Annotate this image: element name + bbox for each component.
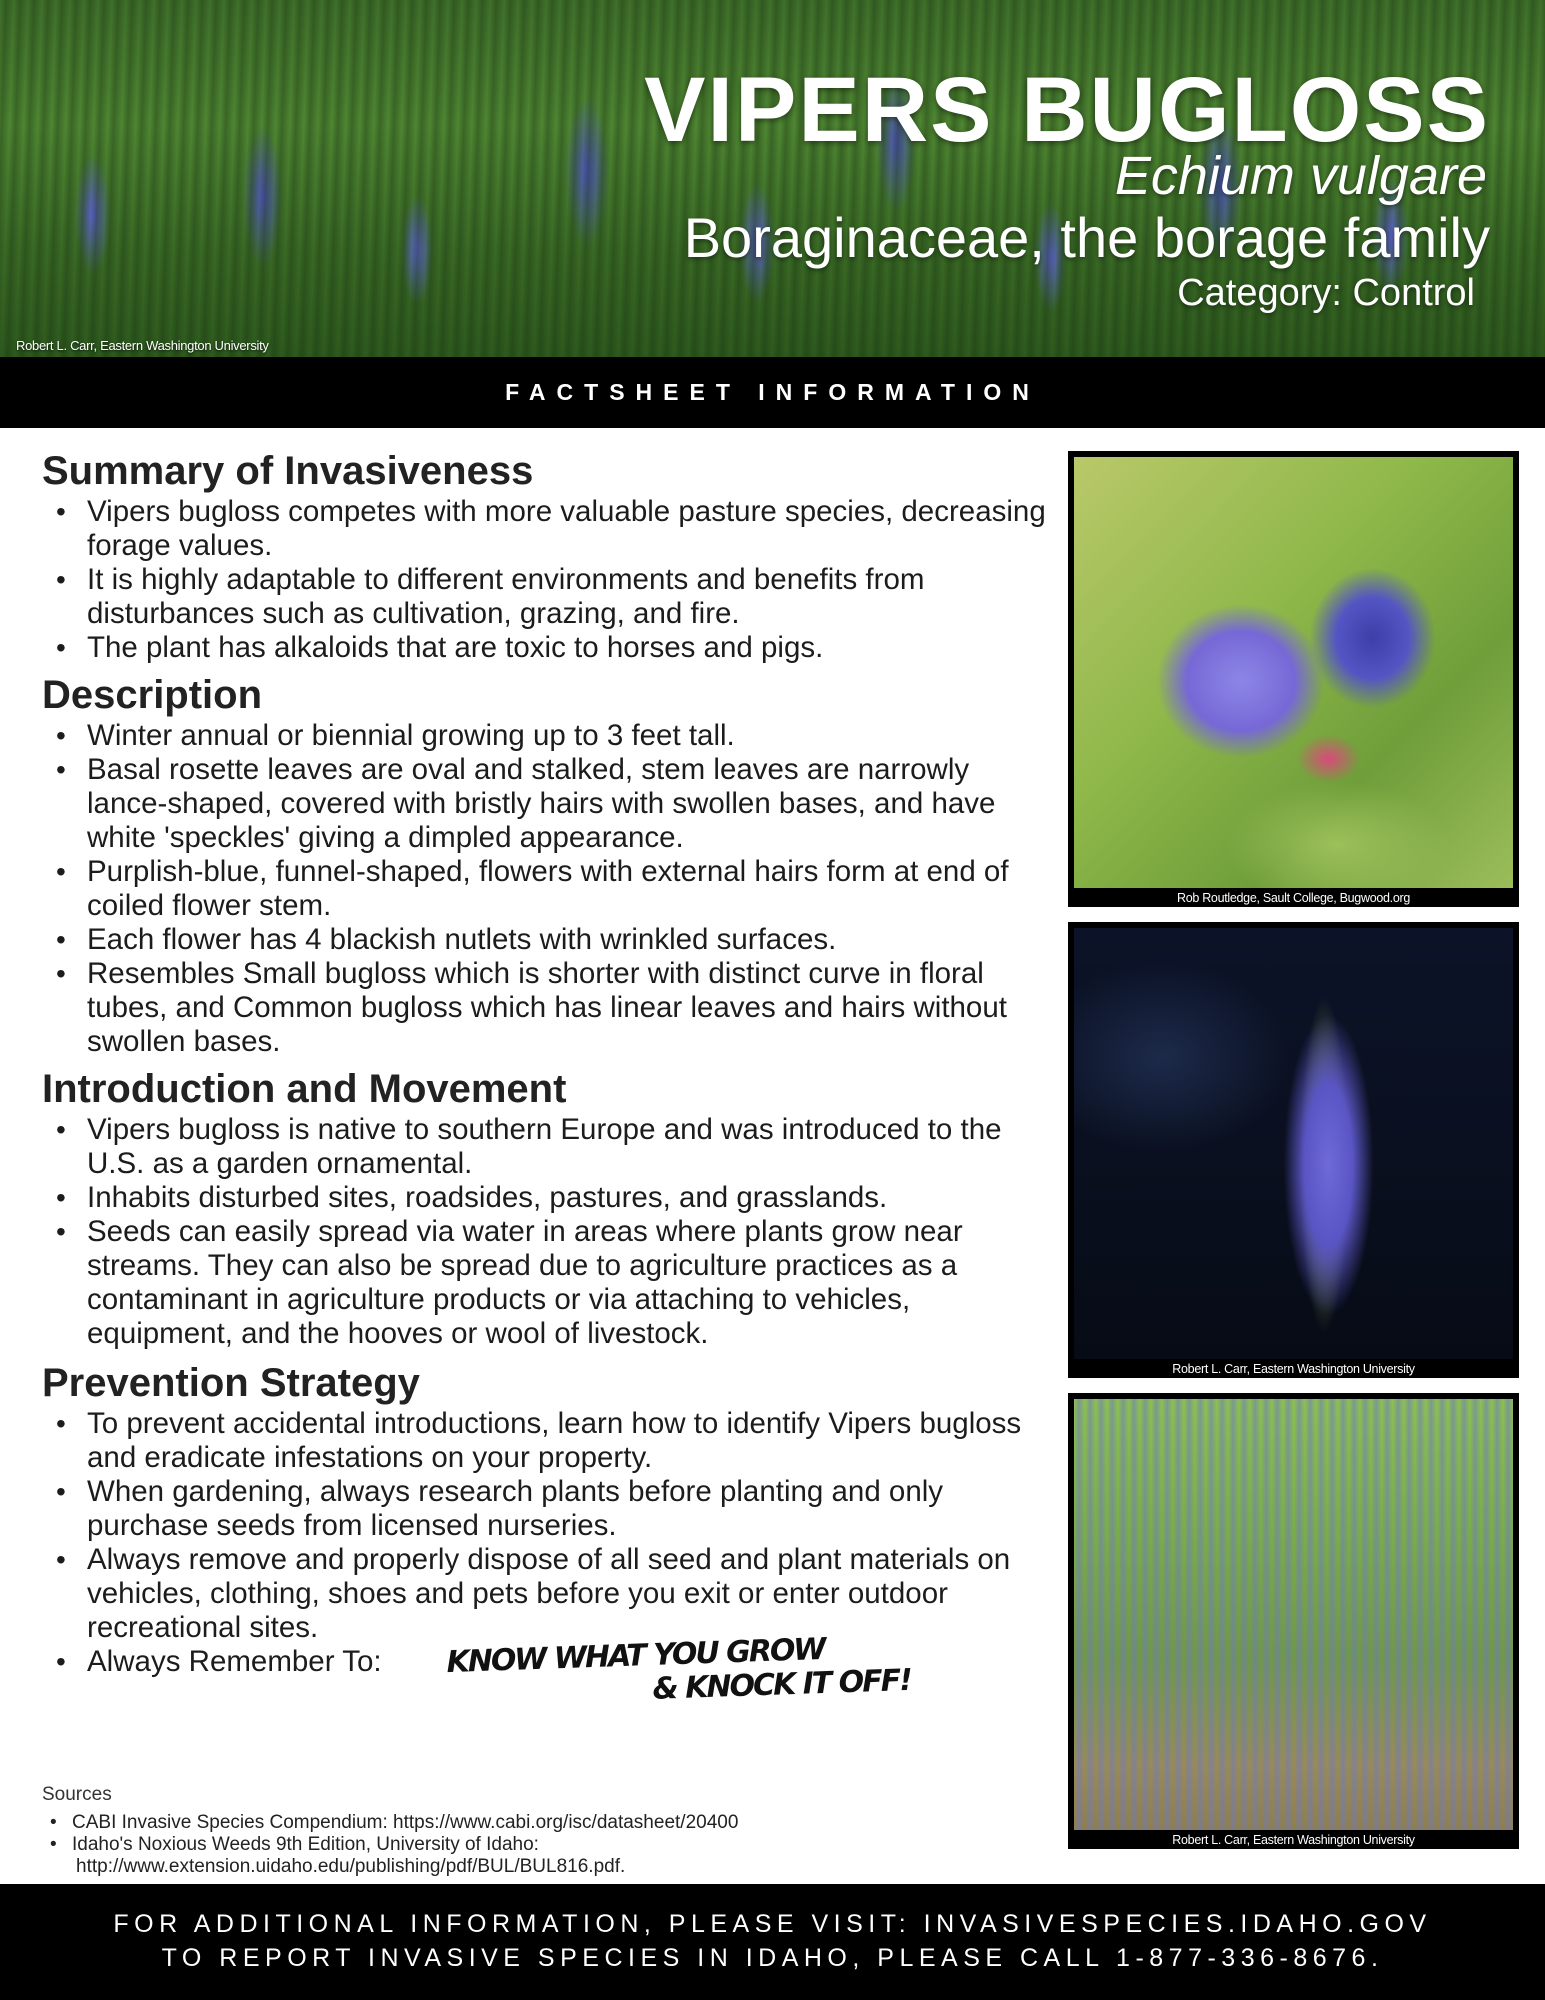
plant-family: Boraginaceae, the borage family bbox=[683, 206, 1490, 269]
list-item: • Inhabits disturbed sites, roadsides, pastures, and grasslands. bbox=[42, 1181, 1057, 1215]
main-content bbox=[42, 447, 1057, 1707]
list-item: • Vipers bugloss is native to southern Europe and was introduced to the U.S. as a garden ornamental. bbox=[42, 1113, 1057, 1181]
header-banner bbox=[0, 0, 1545, 357]
banner-photo-credit: Robert L. Carr, Eastern Washington University bbox=[16, 338, 269, 353]
remember-item bbox=[42, 1631, 1057, 1707]
list-item: • Winter annual or biennial growing up to 3 feet tall. bbox=[42, 719, 1057, 753]
list-item: • Basal rosette leaves are oval and stalked, stem leaves are narrowly lance-shaped, covered with bristly hairs with swollen bases, and have white 'speckles' giving a dimpled appearance. bbox=[42, 753, 1057, 855]
category-label: Category: Control bbox=[1177, 272, 1475, 314]
scientific-name: Echium vulgare bbox=[1114, 146, 1487, 206]
list-item: • Vipers bugloss competes with more valuable pasture species, decreasing forage values. bbox=[42, 495, 1057, 563]
list-item: • Seeds can easily spread via water in areas where plants grow near streams. They can also be spread due to agriculture practices as a contaminant in agriculture products or via attaching to vehicles, equipment, and the hooves or wool of livestock. bbox=[42, 1215, 1057, 1351]
footer-line-info: FOR ADDITIONAL INFORMATION, PLEASE VISIT: INVASIVESPECIES.IDAHO.GOV bbox=[113, 1910, 1432, 1938]
flower-closeup-photo bbox=[1074, 457, 1513, 888]
bullet-list bbox=[42, 1407, 1057, 1707]
section-title: Description bbox=[42, 673, 263, 717]
bullet-list bbox=[42, 719, 1057, 1059]
slogan-line-1: KNOW WHAT YOU GROW bbox=[445, 1631, 826, 1681]
list-item: • It is highly adaptable to different environments and benefits from disturbances such as cultivation, grazing, and fire. bbox=[42, 563, 1057, 631]
photo-field-infestation bbox=[1068, 1393, 1519, 1849]
sources-list bbox=[42, 1812, 1042, 1856]
page-title: VIPERS BUGLOSS bbox=[644, 59, 1490, 161]
flower-stalk-photo bbox=[1074, 928, 1513, 1359]
source-item-continuation: http://www.extension.uidaho.edu/publishing/pdf/BUL/BUL816.pdf. bbox=[76, 1856, 626, 1877]
sources-title: Sources bbox=[42, 1784, 112, 1805]
list-item: • Each flower has 4 blackish nutlets with wrinkled surfaces. bbox=[42, 923, 1057, 957]
section-title: Summary of Invasiveness bbox=[42, 449, 534, 493]
list-item: • When gardening, always research plants before planting and only purchase seeds from licensed nurseries. bbox=[42, 1475, 1057, 1543]
section-prevention bbox=[42, 1359, 1057, 1707]
list-item: • Resembles Small bugloss which is shorter with distinct curve in floral tubes, and Common bugloss which has linear leaves and hairs without swollen bases. bbox=[42, 957, 1057, 1059]
footer-line-report: TO REPORT INVASIVE SPECIES IN IDAHO, PLEASE CALL 1-877-336-8676. bbox=[161, 1944, 1384, 1972]
photo-caption: Robert L. Carr, Eastern Washington University bbox=[1172, 1362, 1415, 1376]
source-item: • CABI Invasive Species Compendium: https://www.cabi.org/isc/datasheet/20400 bbox=[42, 1812, 1042, 1834]
sources bbox=[42, 1784, 1042, 1878]
slogan-line-2: & KNOCK IT OFF! bbox=[651, 1662, 912, 1707]
footer bbox=[0, 1884, 1545, 2000]
list-item: • The plant has alkaloids that are toxic to horses and pigs. bbox=[42, 631, 1057, 665]
list-item: • To prevent accidental introductions, learn how to identify Vipers bugloss and eradicate infestations on your property. bbox=[42, 1407, 1057, 1475]
factsheet-bar: FACTSHEET INFORMATION bbox=[0, 357, 1545, 428]
section-title: Introduction and Movement bbox=[42, 1067, 567, 1111]
photo-flower-closeup bbox=[1068, 451, 1519, 907]
section-description bbox=[42, 671, 1057, 1059]
section-summary bbox=[42, 447, 1057, 665]
bullet-list bbox=[42, 1113, 1057, 1351]
photo-flower-stalk bbox=[1068, 922, 1519, 1378]
section-introduction bbox=[42, 1065, 1057, 1351]
list-item: • Purplish-blue, funnel-shaped, flowers with external hairs form at end of coiled flower stem. bbox=[42, 855, 1057, 923]
remember-label: Always Remember To: bbox=[87, 1645, 382, 1678]
source-item: • Idaho's Noxious Weeds 9th Edition, University of Idaho: bbox=[42, 1834, 1042, 1856]
list-item: • Always remove and properly dispose of all seed and plant materials on vehicles, clothing, shoes and pets before you exit or enter outdoor recreational sites. bbox=[42, 1543, 1057, 1645]
field-infestation-photo bbox=[1074, 1399, 1513, 1830]
bullet-list bbox=[42, 495, 1057, 665]
photo-caption: Robert L. Carr, Eastern Washington University bbox=[1172, 1833, 1415, 1847]
section-title: Prevention Strategy bbox=[42, 1361, 420, 1405]
slogan-stamp bbox=[446, 1631, 911, 1713]
photo-caption: Rob Routledge, Sault College, Bugwood.org bbox=[1176, 891, 1410, 905]
